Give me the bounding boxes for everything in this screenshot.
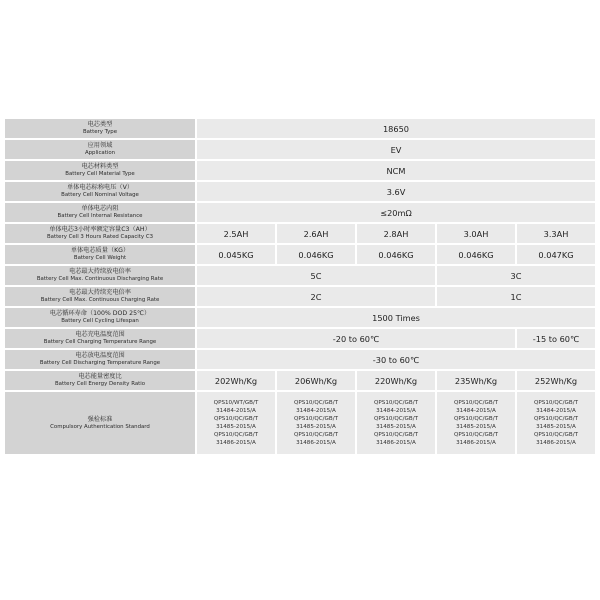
row-material-type	[5, 161, 595, 180]
label-cell-weight	[5, 245, 195, 264]
standard-line: 31485-2015/A	[296, 424, 336, 430]
value-material-type: NCM	[197, 161, 595, 180]
row-discharge-temp	[5, 350, 595, 369]
standard-line: QPS10/QC/GB/T	[534, 432, 578, 438]
value-battery-type: 18650	[197, 119, 595, 138]
standard-line: QPS10/QC/GB/T	[534, 416, 578, 422]
value-capacity-2: 2.6AH	[277, 224, 355, 243]
label-en: Battery Cell Weight	[73, 255, 127, 261]
standard-line: QPS10/QC/GB/T	[374, 400, 418, 406]
standard-line: QPS10/QC/GB/T	[374, 432, 418, 438]
standard-line: QPS10/QC/GB/T	[454, 400, 498, 406]
label-zh: 单体电芯质量（KG）	[70, 247, 130, 254]
label-material-type	[5, 161, 195, 180]
standard-line: QPS10/QC/GB/T	[294, 400, 338, 406]
row-application	[5, 140, 595, 159]
label-cycle-life	[5, 308, 195, 327]
label-en: Battery Cell Energy Density Ratio	[54, 381, 146, 387]
value-discharge-rate-b: 3C	[437, 266, 595, 285]
standard-line: QPS10/QC/GB/T	[214, 416, 258, 422]
value-energy-density-2: 206Wh/Kg	[277, 371, 355, 390]
value-cycle-life: 1500 Times	[197, 308, 595, 327]
label-zh: 电芯最大持续充电倍率	[69, 289, 131, 296]
label-discharge-rate	[5, 266, 195, 285]
label-en: Battery Cell Max. Continuous Discharging Rate	[36, 276, 164, 282]
value-charge-rate-b: 1C	[437, 287, 595, 306]
standard-line: 31485-2015/A	[536, 424, 576, 430]
standard-line: 31486-2015/A	[536, 440, 576, 446]
value-weight-4: 0.046KG	[437, 245, 515, 264]
standard-line: QPS10/QC/GB/T	[214, 432, 258, 438]
row-internal-resistance	[5, 203, 595, 222]
label-charge-rate	[5, 287, 195, 306]
label-en: Battery Cell Discharging Temperature Range	[39, 360, 161, 366]
battery-spec-table	[3, 117, 597, 456]
value-weight-3: 0.046KG	[357, 245, 435, 264]
label-nominal-voltage	[5, 182, 195, 201]
row-authentication-standard	[5, 392, 595, 454]
row-charge-temp	[5, 329, 595, 348]
label-energy-density	[5, 371, 195, 390]
standard-line: QPS10/QC/GB/T	[454, 416, 498, 422]
value-energy-density-3: 220Wh/Kg	[357, 371, 435, 390]
standard-line: 31485-2015/A	[376, 424, 416, 430]
value-standard-3	[357, 392, 435, 454]
label-zh: 电芯放电温度范围	[75, 352, 125, 359]
label-zh: 电芯类型	[87, 121, 113, 128]
row-rated-capacity	[5, 224, 595, 243]
value-weight-5: 0.047KG	[517, 245, 595, 264]
label-zh: 电芯循环寿命（100% DOD 25℃）	[49, 310, 151, 317]
row-nominal-voltage	[5, 182, 595, 201]
value-discharge-temp: -30 to 60℃	[197, 350, 595, 369]
value-capacity-1: 2.5AH	[197, 224, 275, 243]
standard-line: 31484-2015/A	[456, 408, 496, 414]
value-charge-rate-a: 2C	[197, 287, 435, 306]
standard-line: 31486-2015/A	[216, 440, 256, 446]
row-cycle-life	[5, 308, 595, 327]
label-charge-temp	[5, 329, 195, 348]
value-charge-temp-a: -20 to 60℃	[197, 329, 515, 348]
label-zh: 单体电芯标称电压（V）	[66, 184, 134, 191]
standard-line: 31484-2015/A	[216, 408, 256, 414]
value-energy-density-1: 202Wh/Kg	[197, 371, 275, 390]
standard-line: QPS10/QC/GB/T	[454, 432, 498, 438]
label-rated-capacity	[5, 224, 195, 243]
value-energy-density-4: 235Wh/Kg	[437, 371, 515, 390]
row-cell-weight	[5, 245, 595, 264]
label-en: Battery Cell Charging Temperature Range	[43, 339, 157, 345]
label-zh: 电芯材料类型	[81, 163, 119, 170]
value-weight-2: 0.046KG	[277, 245, 355, 264]
label-application	[5, 140, 195, 159]
standard-line: QPS10/QC/GB/T	[294, 416, 338, 422]
label-en: Battery Cell Internal Resistance	[57, 213, 143, 219]
label-zh: 电芯充电温度范围	[75, 331, 125, 338]
label-zh: 电芯能量密度比	[78, 373, 122, 380]
standard-line: 31485-2015/A	[456, 424, 496, 430]
label-en: Battery Cell Cycling Lifespan	[61, 318, 139, 324]
row-energy-density	[5, 371, 595, 390]
row-battery-type	[5, 119, 595, 138]
value-capacity-5: 3.3AH	[517, 224, 595, 243]
standard-line: 31484-2015/A	[296, 408, 336, 414]
value-standard-4	[437, 392, 515, 454]
label-en: Battery Cell Nominal Voltage	[61, 192, 139, 198]
label-en: Battery Type	[82, 129, 118, 135]
value-capacity-4: 3.0AH	[437, 224, 515, 243]
value-standard-1	[197, 392, 275, 454]
label-internal-resistance	[5, 203, 195, 222]
label-zh: 单体电芯3小时率额定容量C3（AH）	[49, 226, 151, 233]
standard-line: QPS10/QC/GB/T	[294, 432, 338, 438]
label-en: Battery Cell 3 Hours Rated Capacity C3	[46, 234, 154, 240]
label-zh: 单体电芯内阻	[81, 205, 119, 212]
value-weight-1: 0.045KG	[197, 245, 275, 264]
label-en: Battery Cell Max. Continuous Charging Rate	[40, 297, 160, 303]
label-zh: 电芯最大持续放电倍率	[69, 268, 131, 275]
row-discharge-rate	[5, 266, 595, 285]
value-capacity-3: 2.8AH	[357, 224, 435, 243]
label-authentication-standard	[5, 392, 195, 454]
standard-line: QPS10/QC/GB/T	[534, 400, 578, 406]
label-discharge-temp	[5, 350, 195, 369]
value-charge-temp-b: -15 to 60℃	[517, 329, 595, 348]
value-energy-density-5: 252Wh/Kg	[517, 371, 595, 390]
value-discharge-rate-a: 5C	[197, 266, 435, 285]
standard-line: 31484-2015/A	[376, 408, 416, 414]
label-en: Compulsory Authentication Standard	[50, 423, 150, 430]
label-zh: 应用领域	[87, 142, 113, 149]
row-charge-rate	[5, 287, 595, 306]
standard-line: 31486-2015/A	[296, 440, 336, 446]
standard-line: 31485-2015/A	[216, 424, 256, 430]
value-application: EV	[197, 140, 595, 159]
value-standard-2	[277, 392, 355, 454]
standard-line: QPS10/WT/GB/T	[213, 400, 259, 406]
label-en: Application	[84, 150, 116, 156]
value-internal-resistance: ≤20mΩ	[197, 203, 595, 222]
label-battery-type	[5, 119, 195, 138]
standard-line: 31486-2015/A	[456, 440, 496, 446]
standard-line: 31484-2015/A	[536, 408, 576, 414]
standard-line: QPS10/QC/GB/T	[374, 416, 418, 422]
value-standard-5	[517, 392, 595, 454]
standard-line: 31486-2015/A	[376, 440, 416, 446]
label-zh: 强检标准	[87, 415, 113, 423]
label-en: Battery Cell Material Type	[65, 171, 135, 177]
value-nominal-voltage: 3.6V	[197, 182, 595, 201]
